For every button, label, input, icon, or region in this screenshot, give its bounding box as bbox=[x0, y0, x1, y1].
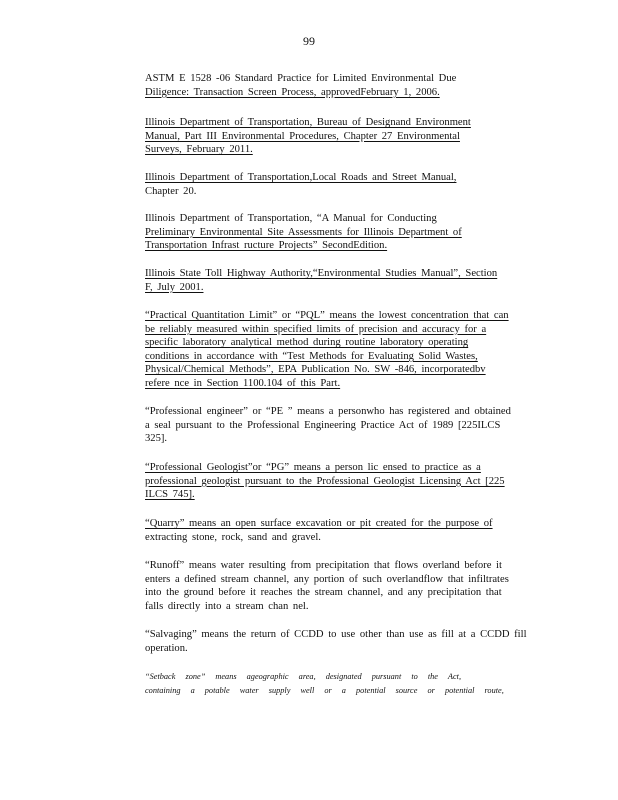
text-line: “Practical Quantitation Limit” or “PQL” means the lowest concentration that can bbox=[145, 310, 509, 321]
text-line: Illinois Department of Transportation,Local Roads and Street Manual, bbox=[145, 172, 457, 183]
text-line: refere nce in Section 1100.104 of this Part. bbox=[145, 377, 341, 389]
text-line: Illinois Department of Transportation, “A Manual for Conducting bbox=[145, 213, 437, 224]
text-line: professional geologist pursuant to the Professional Geologist Licensing Act [225 bbox=[145, 475, 505, 487]
reference-idot-bde-manual bbox=[145, 116, 540, 157]
text-line: “Professional engineer” or “PE ” means a personwho has registered and obtained bbox=[145, 406, 511, 417]
reference-tollway-manual bbox=[145, 267, 540, 294]
text-line: specific laboratory analytical method during routine laboratory operating bbox=[145, 337, 469, 349]
definition-salvaging bbox=[145, 628, 540, 655]
text-line: into the ground before it reaches the stream channel, and any precipitation that bbox=[145, 587, 502, 599]
text-line: a seal pursuant to the Professional Engineering Practice Act of 1989 [225ILCS bbox=[145, 419, 501, 431]
text-line: falls directly into a stream chan nel. bbox=[145, 600, 309, 612]
reference-idot-esa-manual bbox=[145, 212, 540, 253]
text-line: ASTM E 1528 -06 Standard Practice for Limited Environmental Due bbox=[145, 73, 457, 84]
text-line: F, July 2001. bbox=[145, 281, 204, 293]
text-line: containing a potable water supply well or a potential source or potential route, bbox=[145, 686, 504, 695]
text-line: conditions in accordance with “Test Methods for Evaluating Solid Wastes, bbox=[145, 350, 478, 362]
text-line: Diligence: Transaction Screen Process, approvedFebruary 1, 2006. bbox=[145, 86, 440, 98]
text-line: operation. bbox=[145, 642, 188, 654]
definition-setback-zone bbox=[145, 670, 545, 698]
definition-quarry bbox=[145, 517, 540, 544]
text-line: extracting stone, rock, sand and gravel. bbox=[145, 531, 321, 543]
page-number: 99 bbox=[303, 34, 315, 48]
text-line: “Salvaging” means the return of CCDD to use other than use as fill at a CCDD fill bbox=[145, 629, 527, 640]
text-line: Chapter 20. bbox=[145, 185, 197, 197]
text-line: Physical/Chemical Methods”, EPA Publication No. SW -846, incorporatedbv bbox=[145, 364, 486, 376]
text-line: ILCS 745]. bbox=[145, 489, 195, 501]
text-line: Preliminary Environmental Site Assessments for Illinois Department of bbox=[145, 226, 462, 238]
definition-pql bbox=[145, 309, 540, 391]
text-line: Transportation Infrast ructure Projects” SecondEdition. bbox=[145, 240, 388, 252]
text-line: “Setback zone” means ageographic area, designated pursuant to the Act, bbox=[145, 672, 462, 681]
reference-idot-local-roads bbox=[145, 171, 540, 198]
text-line: Manual, Part III Environmental Procedures, Chapter 27 Environmental bbox=[145, 130, 460, 142]
definition-runoff bbox=[145, 559, 540, 613]
reference-astm bbox=[145, 72, 540, 99]
text-line: 325]. bbox=[145, 433, 168, 445]
definition-professional-engineer bbox=[145, 405, 540, 446]
text-line: be reliably measured within specified limits of precision and accuracy for a bbox=[145, 323, 487, 335]
text-line: “Quarry” means an open surface excavation or pit created for the purpose of bbox=[145, 518, 493, 529]
text-line: Surveys, February 2011. bbox=[145, 144, 253, 156]
text-line: enters a defined stream channel, any portion of such overlandflow that infiltrates bbox=[145, 573, 509, 585]
text-line: “Runoff” means water resulting from precipitation that flows overland before it bbox=[145, 560, 502, 571]
definition-professional-geologist bbox=[145, 461, 540, 502]
text-line: Illinois State Toll Highway Authority,“Environmental Studies Manual”, Section bbox=[145, 268, 498, 279]
text-line: “Professional Geologist”or “PG” means a person lic ensed to practice as a bbox=[145, 462, 481, 473]
text-line: Illinois Department of Transportation, Bureau of Designand Environment bbox=[145, 117, 471, 128]
